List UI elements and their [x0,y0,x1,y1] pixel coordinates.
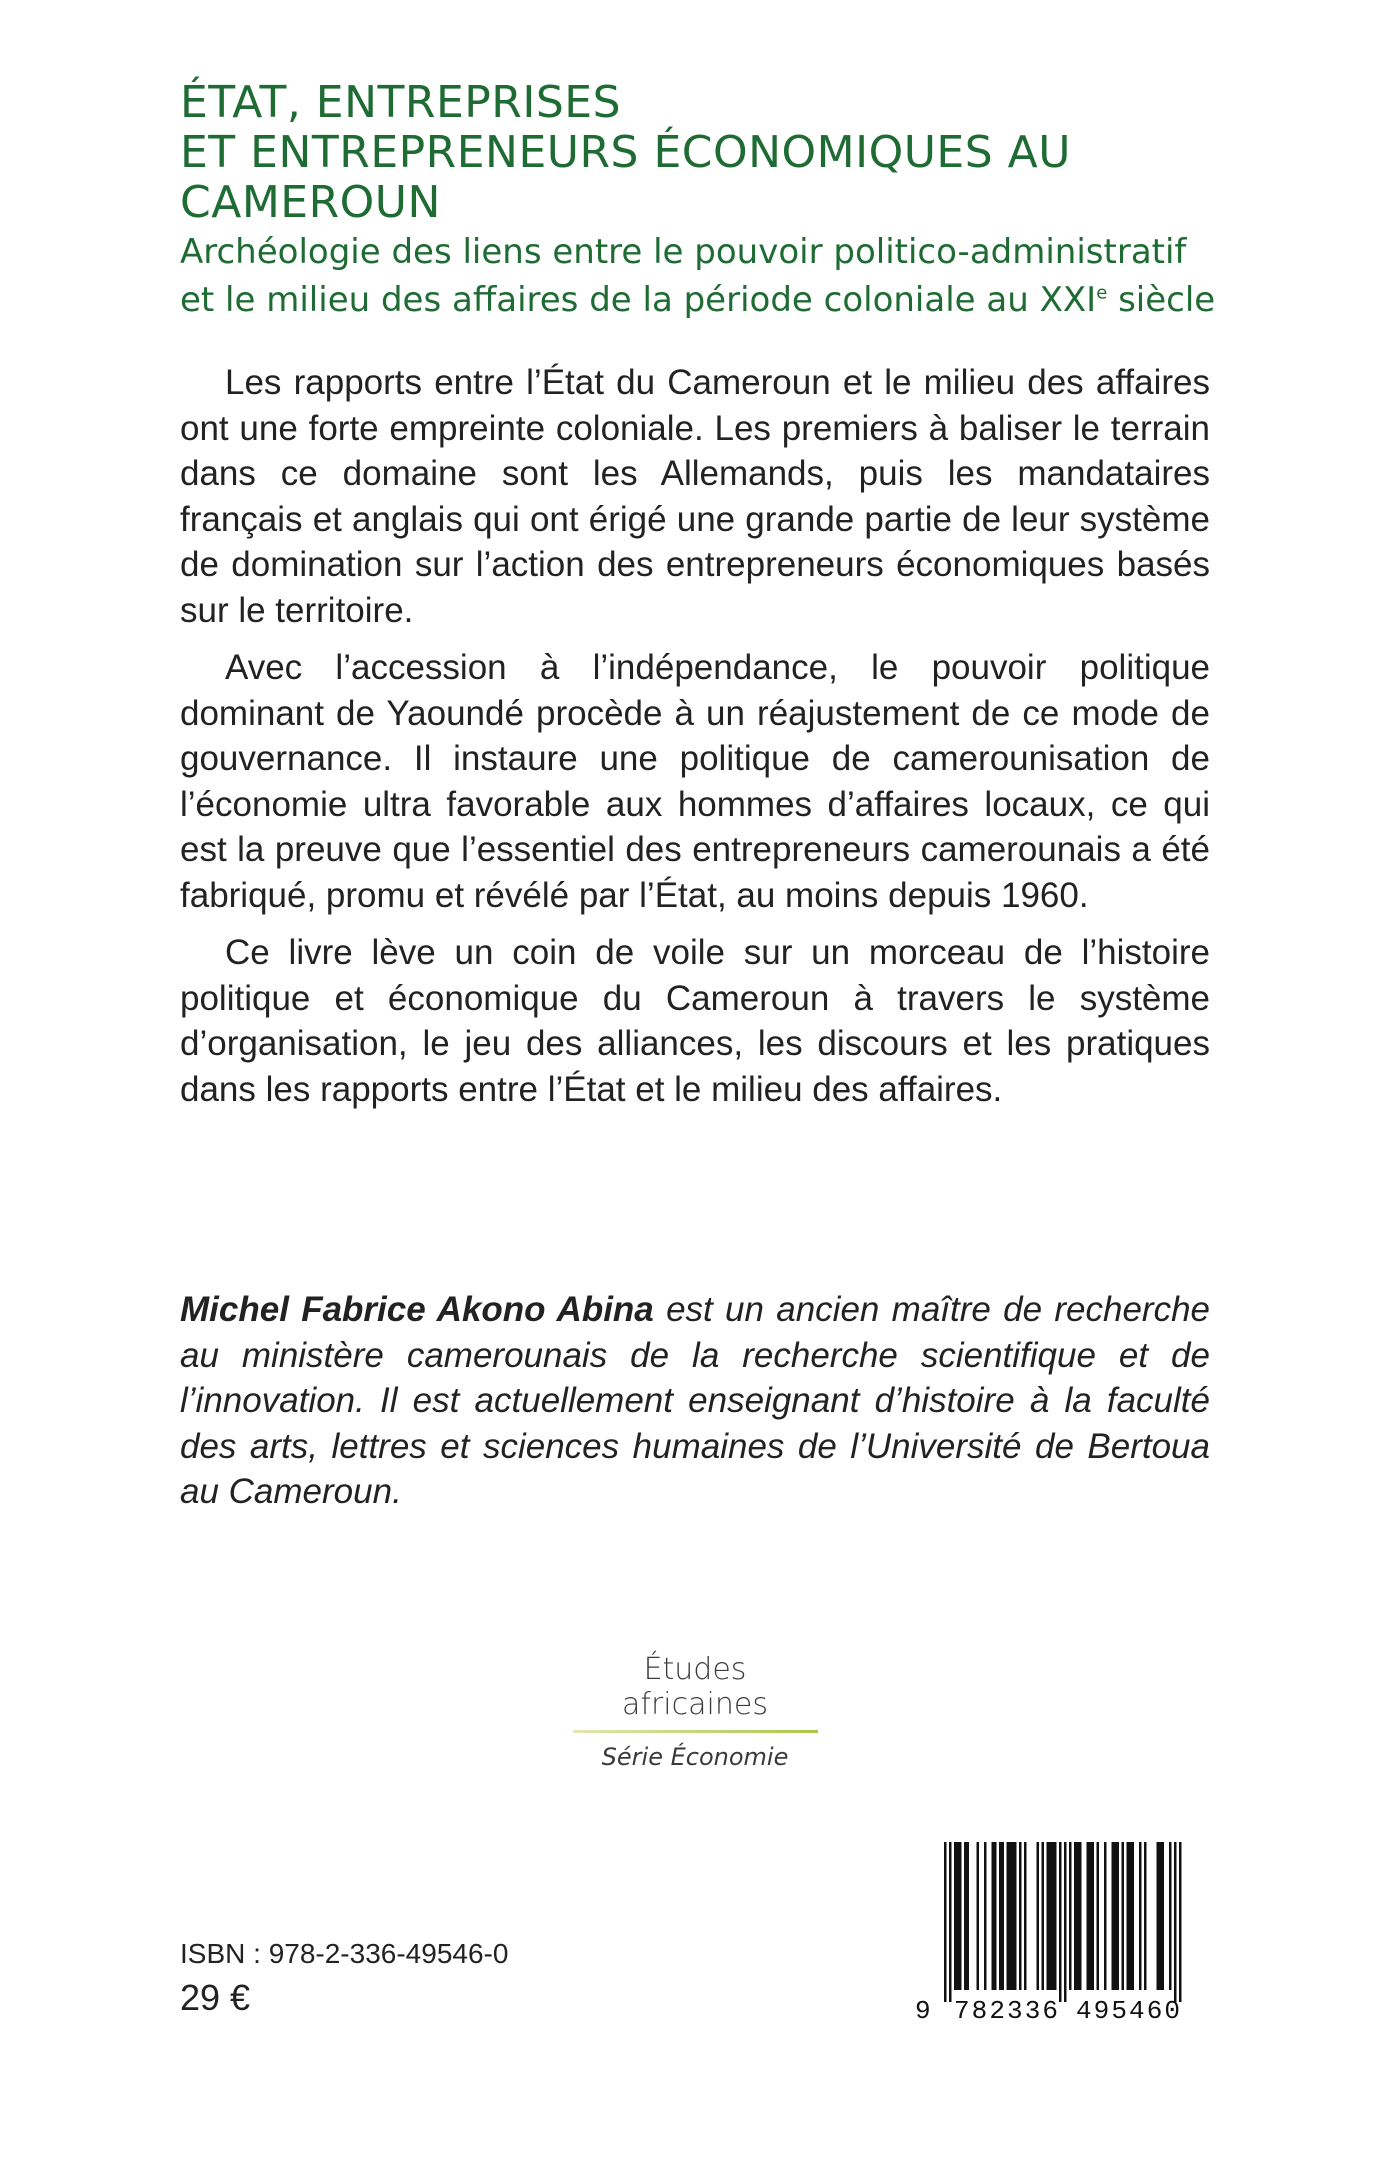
barcode-bar [977,1842,980,1990]
subtitle-line-2-end: siècle [1107,280,1216,320]
barcode-bar [1127,1842,1130,1990]
barcode-bar [1079,1842,1082,1990]
barcode-bar [1047,1842,1050,1990]
barcode-bar [967,1842,970,1990]
barcode-digits-left: 782336 [954,1996,1058,2024]
barcode-bar [1174,1842,1177,2002]
subtitle-line-1: Archéologie des liens entre le pouvoir politico-administratif [180,232,1187,272]
barcode-bar [1049,1842,1052,1990]
series-name: Études africaines [622,1652,768,1722]
barcode-bar [1059,1842,1062,2002]
barcode-bar [1117,1842,1120,1990]
barcode-bar [1024,1842,1027,1990]
barcode-bar [1132,1842,1135,1990]
barcode-bar [1112,1842,1115,1990]
barcode-bar [1064,1842,1067,2002]
barcode-bar [1052,1842,1055,1990]
barcode-bar [1104,1842,1107,1990]
barcode-bar [944,1842,947,2002]
barcode-bar [964,1842,967,1990]
barcode-bar [1007,1842,1010,1990]
subtitle-line-2: et le milieu des affaires de la période coloniale au XXI [180,280,1097,320]
barcode-bar [1087,1842,1090,1990]
barcode-bar [1069,1842,1072,1990]
blurb-paragraph-2: Avec l’accession à l’indépendance, le pouvoir politique dominant de Yaoundé procède à un réajustement de ce mode de gouvernance. Il instaure une politique de camerounisation de l’économie ultra favorable aux hommes d’affaires locaux, ce qui est la preuve que l’essentiel des entrepreneurs camerounais a été fabriqué, promu et révélé par l’État, au moins depuis 1960. [180,648,1210,915]
barcode-bar [1092,1842,1095,1990]
barcode-bar [1097,1842,1100,1990]
barcode-bar [1037,1842,1040,1990]
author-name: Michel Fabrice Akono Abina [180,1290,654,1329]
barcode-bar [1074,1842,1077,1990]
barcode-bar [1179,1842,1182,2002]
barcode-bar [1122,1842,1125,1990]
barcode-bar [999,1842,1002,1990]
barcode-bar [1042,1842,1045,1990]
barcode-bar [959,1842,962,1990]
series-divider [573,1730,818,1733]
subtitle-superscript: e [1096,282,1108,304]
book-subtitle [180,228,1280,324]
barcode-bar [1162,1842,1165,1990]
barcode-bar [949,1842,952,2002]
barcode-bar [984,1842,987,1990]
barcode-bar [1012,1842,1015,1990]
barcode-bar [1014,1842,1017,1990]
barcode [914,1840,1206,2024]
series-subseries: Série Économie [601,1743,789,1771]
barcode-bar [1009,1842,1012,1990]
barcode-bar [1129,1842,1132,1990]
barcode-bar [1144,1842,1147,1990]
barcode-bar [1002,1842,1005,1990]
barcode-bar [1089,1842,1092,1990]
barcode-bar [1077,1842,1080,1990]
barcode-bar [1114,1842,1117,1990]
price: 29 € [180,1977,251,2018]
barcode-digits-right: 495460 [1076,1996,1180,2024]
barcode-bar [1169,1842,1172,1990]
title-line-2: ET ENTREPRENEURS ÉCONOMIQUES AU CAMEROUN [180,127,1071,228]
barcode-bar [1054,1842,1057,1990]
series-block [570,1652,820,1771]
barcode-bar [994,1842,997,1990]
author-bio-text: est un ancien maître de recherche au ministère camerounais de la recherche scientifique et de l’innovation. Il est actuellement enseignant d’histoire à la faculté des arts, lettres et sciences humaines de l’Université de Bertoua au Cameroun. [180,1290,1211,1511]
blurb-paragraph-3: Ce livre lève un coin de voile sur un morceau de l’histoire politique et économique du Cameroun à travers le système d’organisation, le jeu des alliances, les discours et les pratiques dans les rapports entre l’État et le milieu des affaires. [180,933,1210,1109]
barcode-digit-first: 9 [915,1996,931,2024]
blurb [180,360,1210,1124]
barcode-bar [992,1842,995,1990]
barcode-bar [1139,1842,1142,1990]
barcode-bar [1157,1842,1160,1990]
barcode-bar [1019,1842,1022,1990]
barcode-bar [954,1842,957,1990]
barcode-bar [957,1842,960,1990]
barcode-bar [1159,1842,1162,1990]
blurb-paragraph-1: Les rapports entre l’État du Cameroun et le milieu des affaires ont une forte empreinte coloniale. Les premiers à baliser le terrain dans ce domaine sont les Allemands, puis les mandataires français et anglais qui ont érigé une grande partie de leur système de domination sur l’action des entrepreneurs économiques basés sur le territoire. [180,363,1210,630]
title-line-1: ÉTAT, ENTREPRISES [180,77,622,128]
isbn: ISBN : 978-2-336-49546-0 [180,1938,509,1969]
author-bio [180,1287,1210,1515]
book-title [180,78,1280,228]
